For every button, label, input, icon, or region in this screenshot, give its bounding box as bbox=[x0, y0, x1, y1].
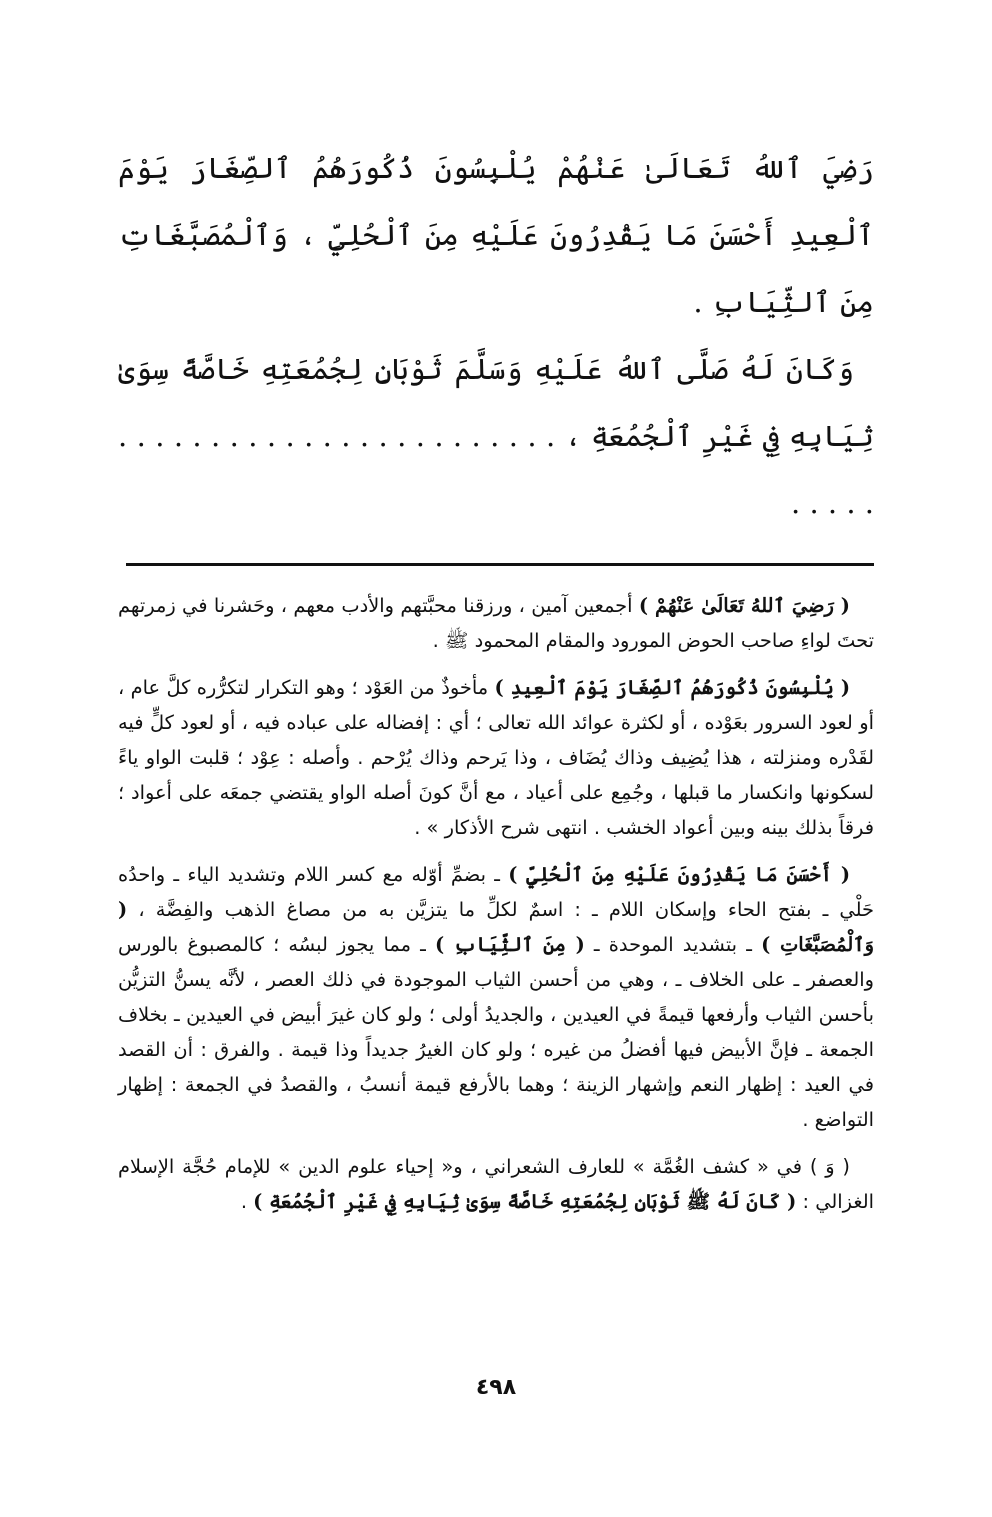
main-text-paragraph-1 bbox=[118, 135, 874, 336]
footnote-separator-line bbox=[126, 563, 874, 566]
main-text-dots: . . . . . . . . . . . . . . . . . . . . . . . . . . . . . bbox=[118, 419, 874, 520]
commentary-lemma: ( رَضِيَ ٱللهُ تَعَالَىٰ عَنْهُمْ ) bbox=[638, 594, 850, 617]
main-text-paragraph-2 bbox=[118, 336, 874, 537]
commentary-text: ـ بضمِّ أوّله مع كسر اللام وتشديد الياء ـ واحدُه حَلْي ـ بفتح الحاء وإسكان اللام ـ : اسمٌ لكلِّ ما يتزيَّن به من مصاغ الذهب والفِضَّة ، bbox=[118, 863, 874, 921]
commentary-paragraph-4 bbox=[118, 1149, 874, 1219]
commentary-text: أجمعين آمين ، ورزقنا محبَّتهم والأدب معهم ، وحَشرنا في زمرتهم تحتَ لواءِ صاحب الحوض المورود والمقام المحمود ﷺ . bbox=[118, 594, 874, 652]
main-text bbox=[118, 135, 874, 537]
commentary-lemma: ( مِنَ ٱلثِّيَابِ ) bbox=[434, 933, 585, 956]
main-text-line-2: وَكَانَ لَهُ صَلَّى ٱللهُ عَلَيْهِ وَسَلَّمَ ثَوْبَانِ لِجُمُعَتِهِ خَاصَّةً سِوَىٰ ثِيَابِهِ فِي غَيْرِ ٱلْجُمُعَةِ ، bbox=[118, 352, 875, 453]
page-content bbox=[118, 135, 874, 1435]
commentary-text: ( وَ ) في « كشف الغُمَّة » للعارف الشعراني ، و« إحياء علوم الدين » للإمام حُجَّة الإسلام الغزالي : bbox=[118, 1155, 874, 1213]
commentary bbox=[118, 588, 874, 1219]
commentary-lemma: ( يُلْبِسُونَ ذُكُورَهُمُ ٱلصِّغَارَ يَوْمَ ٱلْعِيدِ ) bbox=[494, 676, 850, 699]
commentary-text: ـ بتشديد الموحدة ـ bbox=[584, 933, 762, 956]
commentary-paragraph-3 bbox=[118, 857, 874, 1137]
commentary-paragraph-1 bbox=[118, 588, 874, 658]
commentary-lemma: ( أَحْسَنَ مَا يَقْدِرُونَ عَلَيْهِ مِنَ ٱلْحُلِيِّ ) bbox=[508, 863, 850, 886]
commentary-lemma: ( كَانَ لَهُ ﷺ ثَوْبَانِ لِجُمُعَتِهِ خَاصَّةً سِوَىٰ ثِيَابِهِ فِي غَيْرِ ٱلْجُمُعَةِ ) bbox=[253, 1190, 797, 1213]
commentary-text: . bbox=[240, 1190, 254, 1213]
commentary-paragraph-2 bbox=[118, 670, 874, 845]
commentary-lemma: ( وَٱلْمُصَبَّغَاتِ ) bbox=[118, 898, 875, 956]
main-text-line-1: رَضِيَ ٱللهُ تَعَالَىٰ عَنْهُمْ يُلْبِسُونَ ذُكُورَهُمُ ٱلصِّغَارَ يَوْمَ ٱلْعِيدِ أَحْسَنَ مَا يَقْدِرُونَ عَلَيْهِ مِنَ ٱلْحُلِيِّ ، وَٱلْمُصَبَّغَاتِ مِنَ ٱلثِّيَابِ . bbox=[118, 151, 874, 319]
commentary-text: مأخوذٌ من العَوْد ؛ وهو التكرار لتكرُّره كلَّ عام ، أو لعود السرور بعَوْده ، أو لكثرة عوائد الله تعالى ؛ أي : إفضاله على عباده فيه ، أو لعود كلٍّ فيه لقَدْره ومنزلته ، هذا يُضِيف وذاك يُضَاف ، وذا يَرحم وذاك يُرْحم . وأصله : عِوْد ؛ قلبت الواو ياءً لسكونها وانكسار ما قبلها ، وجُمِع على أعياد ، مع أنَّ كونَ أصله الواو يقتضي جمعَه على أعواد ؛ فرقاً بذلك بينه وبين أعواد الخشب . انتهى شرح الأذكار » . bbox=[118, 676, 874, 839]
page-number: ٤٩٨ bbox=[475, 1375, 517, 1400]
commentary-text: ـ مما يجوز لبسُه ؛ كالمصبوغ بالورس والعصفر ـ على الخلاف ـ ، وهي من أحسن الثياب الموجودة في ذلك العصر ، لأنَّه يسنُّ التزيُّن بأحسن الثياب وأرفعها قيمةً في العيدين ، والجديدُ أولى ؛ ولو كان غيرَ أبيض في العيدين ـ بخلاف الجمعة ـ فإنَّ الأبيض فيها أفضلُ من غيره ؛ ولو كان الغيرُ جديداً وذا قيمة . والفرق : أن القصد في العيد : إظهار النعم وإشهار الزينة ؛ وهما بالأرفع قيمة أنسبُ ، والقصدُ في الجمعة : إظهار التواضع . bbox=[118, 933, 874, 1131]
